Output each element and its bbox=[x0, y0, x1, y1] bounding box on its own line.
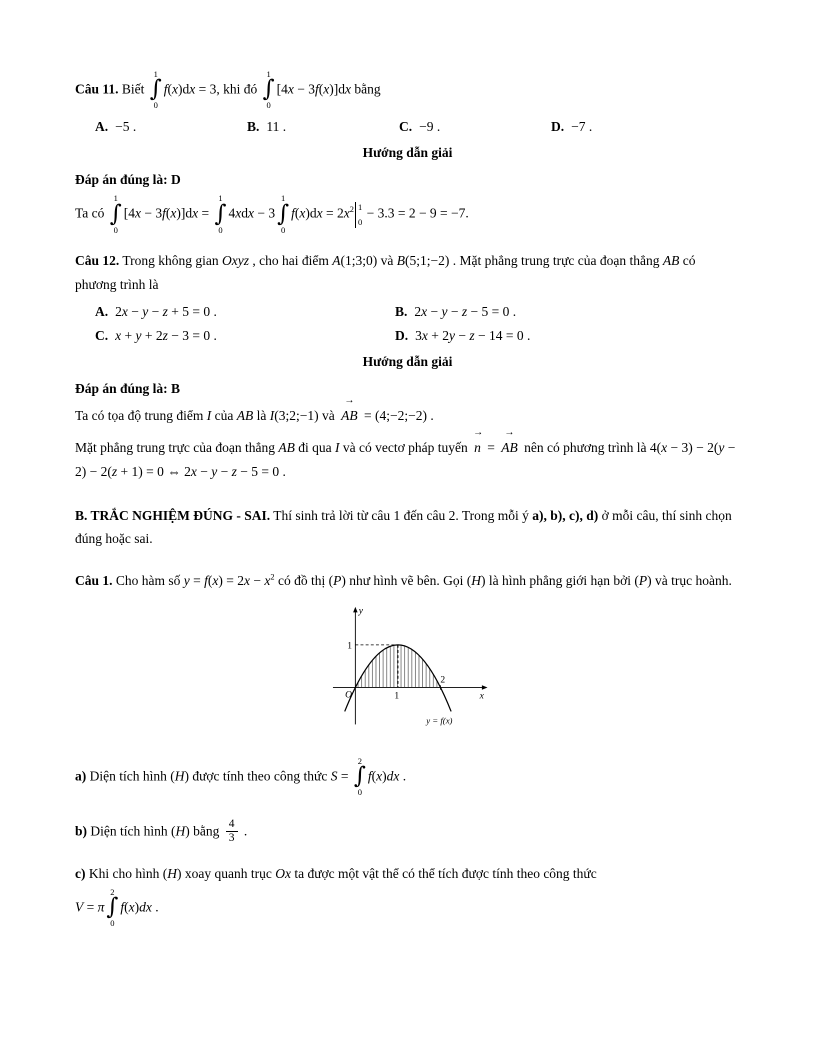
question-12-options bbox=[95, 300, 740, 347]
y-axis-arrow-icon bbox=[353, 607, 357, 613]
question-1-stem: Câu 1. Cho hàm số $y = f(x) = 2x - x^2$ có đồ thị (P) như hình vẽ bên. Gọi (H) là hình phẳng giới hạn bởi (P) và trục hoành. bbox=[75, 572, 732, 588]
option-text: 2x − y − z − 5 = 0 . bbox=[414, 304, 517, 320]
option-c bbox=[399, 115, 551, 139]
option-letter: D. bbox=[395, 327, 409, 343]
y-axis-label: y bbox=[358, 606, 363, 617]
option-a bbox=[95, 115, 247, 139]
option-text: −9 . bbox=[419, 118, 441, 134]
solution-guide-heading: Hướng dẫn giải bbox=[362, 145, 453, 161]
option-b bbox=[247, 115, 399, 139]
x-axis-arrow-icon bbox=[481, 686, 487, 690]
option-c bbox=[95, 324, 395, 348]
option-a bbox=[95, 300, 395, 324]
question-12-solution-line-2: Mặt phẳng trung trực của đoạn thẳng AB đi qua I và có vectơ pháp tuyến n → = AB → nên có phương trình là 4(x − 3) − 2(y − 2) − 2(z + 1) = 0 ⇔ 2x − y − z − 5 = 0 . bbox=[75, 436, 740, 483]
option-text: −5 . bbox=[115, 118, 137, 134]
question-11-stem: Câu 11. Biết 1 ∫ 0 f(x)dx = 3, khi đó 1 ∫ 0 [4x − 3f(x)]dx bằng bbox=[75, 69, 381, 111]
option-text: 2x − y − z + 5 = 0 . bbox=[115, 304, 217, 320]
option-letter: A. bbox=[95, 118, 109, 134]
question-11 bbox=[75, 70, 740, 235]
solution-guide-heading: Hướng dẫn giải bbox=[362, 354, 453, 370]
x-tick-label-2: 2 bbox=[439, 675, 445, 686]
statement-b: b) Diện tích hình (H) bằng $\frac{4}{3}$ . bbox=[75, 817, 248, 845]
option-text: 3x + 2y − z − 14 = 0 . bbox=[415, 327, 531, 343]
option-letter: B. bbox=[395, 304, 408, 320]
question-12 bbox=[75, 249, 740, 484]
curve-caption: y = f(x) bbox=[425, 715, 452, 726]
option-letter: B. bbox=[247, 118, 260, 134]
statement-c-formula: V = π 2 ∫ 0 f(x)dx . bbox=[75, 886, 159, 928]
question-11-solution: Ta có 1 ∫ 0 [4x − 3f(x)]dx = 1 ∫ 0 4xdx − 3 1 ∫ 0 $f(x)dx = 2x^2$ 1 0 − 3.3 = 2 − 9 = −7. bbox=[75, 193, 469, 235]
correct-answer-11: Đáp án đúng là: D bbox=[75, 171, 181, 187]
option-letter: A. bbox=[95, 304, 109, 320]
statement-a: a) Diện tích hình (H) được tính theo công thức S = 2 ∫ 0 f(x)dx . bbox=[75, 756, 407, 798]
question-12-stem: Câu 12. Trong không gian Oxyz , cho hai điểm A(1;3;0) và B(5;1;−2) . Mặt phẳng trung trực của đoạn thẳng AB có phương trình là bbox=[75, 252, 696, 292]
option-letter: C. bbox=[399, 118, 413, 134]
option-d bbox=[551, 115, 592, 139]
statement-c: c) Khi cho hình (H) xoay quanh trục Ox ta được một vật thể có thể tích được tính theo công thức bbox=[75, 866, 597, 882]
correct-answer-12: Đáp án đúng là: B bbox=[75, 381, 181, 397]
option-text: 11 . bbox=[266, 118, 287, 134]
graph-container bbox=[75, 600, 740, 737]
question-11-options bbox=[95, 115, 740, 139]
parabola-graph bbox=[324, 600, 492, 729]
option-letter: C. bbox=[95, 327, 109, 343]
x-axis-label: x bbox=[479, 692, 484, 703]
question-12-solution-line-1: Ta có tọa độ trung điểm I của AB là I(3;2;−1) và AB → = (4;−2;−2) . bbox=[75, 404, 740, 428]
option-b bbox=[395, 300, 695, 324]
section-b-heading: B. TRẮC NGHIỆM ĐÚNG - SAI. Thí sinh trả lời từ câu 1 đến câu 2. Trong mỗi ý a), b), c), d) ở mỗi câu, thí sinh chọn đúng hoặc sai. bbox=[75, 507, 732, 547]
option-letter: D. bbox=[551, 118, 565, 134]
question-1 bbox=[75, 569, 740, 929]
option-text: −7 . bbox=[571, 118, 593, 134]
option-text: x + y + 2z − 3 = 0 . bbox=[115, 327, 217, 343]
origin-label: O bbox=[344, 690, 352, 701]
option-d bbox=[395, 324, 695, 348]
x-tick-label-1: 1 bbox=[393, 692, 399, 703]
y-tick-label-1: 1 bbox=[346, 641, 352, 652]
